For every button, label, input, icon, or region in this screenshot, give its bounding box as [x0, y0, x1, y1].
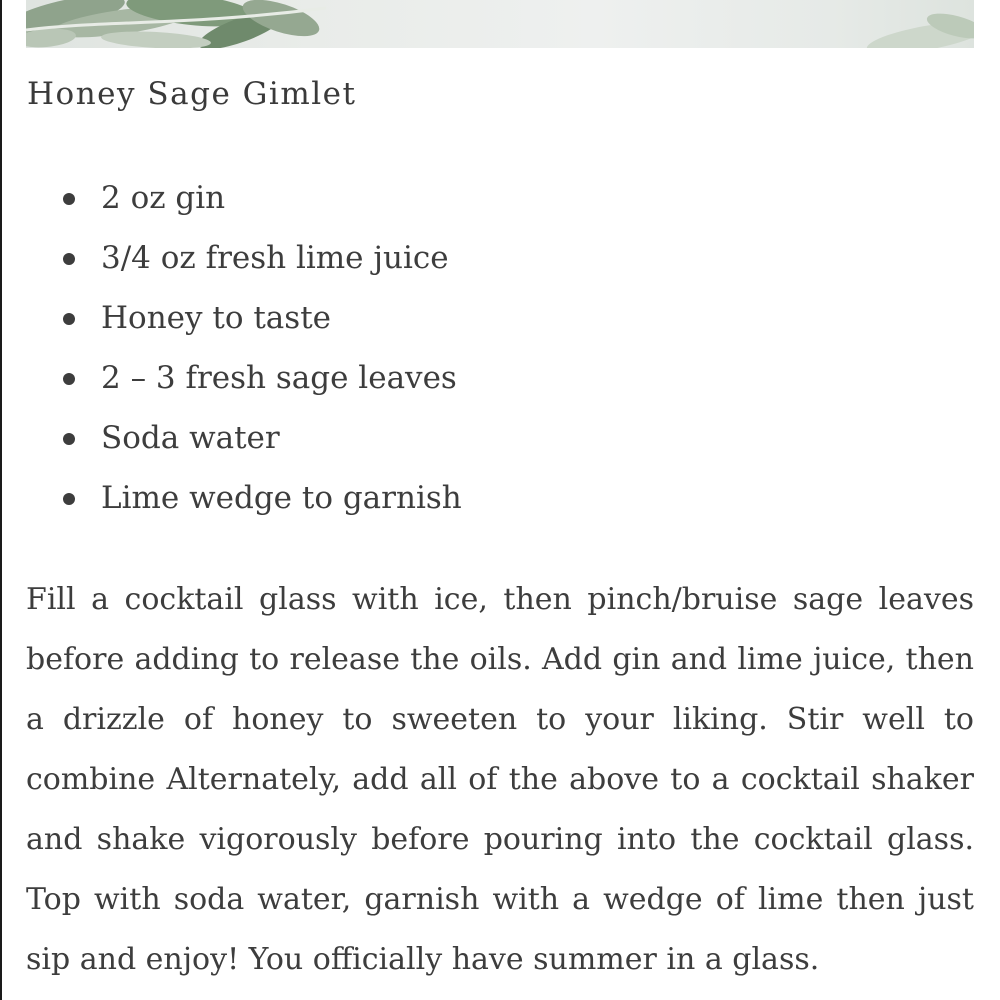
ingredient-item [58, 352, 462, 412]
ingredient-item [58, 472, 462, 532]
recipe-directions: Fill a cocktail glass with ice, then pinch/bruise sage leaves before adding to release the oils. Add gin and lime juice, then a drizzle of honey to sweeten to your liking. Stir well to combine Alternately, add all of the above to a cocktail shaker and shake vigorously before pouring into the cocktail glass. Top with soda water, garnish with a wedge of lime then just sip and enjoy! You officially have summer in a glass. [26, 582, 974, 977]
ingredient-text: 2 oz gin [101, 180, 226, 216]
ingredient-item [58, 412, 462, 472]
ingredient-item [58, 232, 462, 292]
page-left-border [0, 0, 2, 1000]
bullet-icon [63, 313, 75, 325]
sage-photo [26, 0, 974, 48]
ingredient-list [58, 172, 462, 532]
bullet-icon [63, 373, 75, 385]
ingredient-item [58, 292, 462, 352]
ingredient-text: Soda water [101, 420, 280, 456]
ingredient-item [58, 172, 462, 232]
bullet-icon [63, 253, 75, 265]
bullet-icon [63, 493, 75, 505]
ingredient-text: Honey to taste [101, 300, 332, 336]
bullet-icon [63, 193, 75, 205]
ingredient-text: 3/4 oz fresh lime juice [101, 240, 449, 276]
ingredient-text: 2 – 3 fresh sage leaves [101, 360, 457, 396]
sage-leaves-image [26, 0, 974, 48]
recipe-title: Honey Sage Gimlet [27, 76, 357, 112]
bullet-icon [63, 433, 75, 445]
ingredient-text: Lime wedge to garnish [101, 480, 462, 516]
